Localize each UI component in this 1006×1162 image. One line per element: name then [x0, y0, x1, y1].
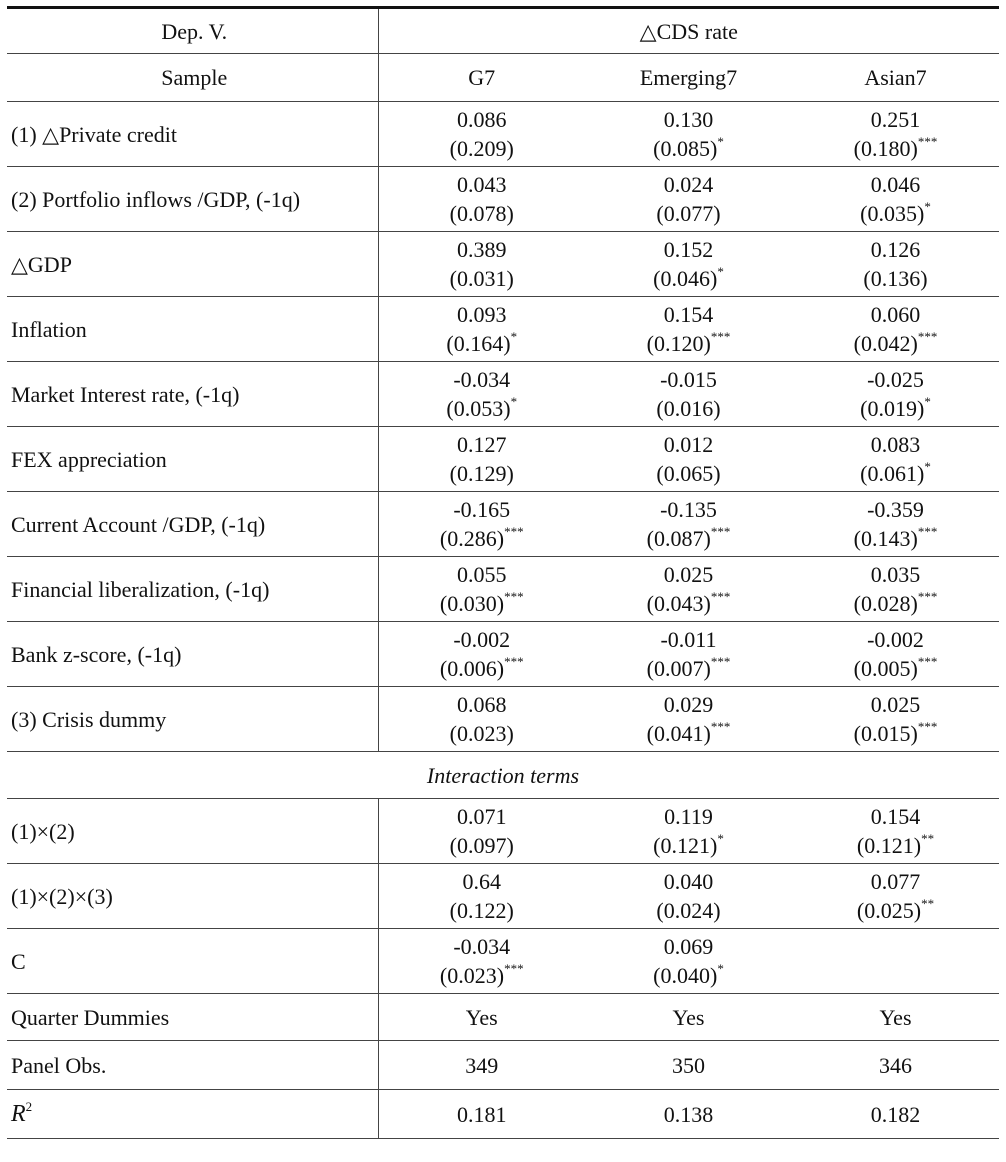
table-row [7, 102, 999, 167]
table-row [7, 622, 999, 687]
standard-error-line [585, 394, 792, 423]
standard-error: (0.078) [449, 201, 514, 226]
cell-g7 [378, 362, 585, 427]
standard-error-line [792, 134, 999, 163]
standard-error-line [585, 654, 792, 683]
standard-error-line [379, 524, 586, 553]
standard-error: (0.121) [653, 833, 718, 858]
footer-row-r-squared [7, 1090, 999, 1139]
cell-emerging7 [585, 492, 792, 557]
standard-error: (0.043) [646, 591, 711, 616]
coefficient: 0.040 [663, 869, 714, 894]
sample-label: Sample [7, 54, 378, 102]
significance-stars: * [717, 133, 724, 149]
standard-error-line [585, 831, 792, 860]
cell-g7: 0.181 [378, 1090, 585, 1139]
standard-error: (0.023) [439, 963, 505, 988]
table-row [7, 362, 999, 427]
standard-error-line [379, 896, 586, 925]
significance-stars: * [510, 393, 518, 409]
coefficient: 0.389 [457, 237, 507, 262]
standard-error-line [379, 199, 586, 228]
column-header-emerging7: Emerging7 [585, 54, 792, 102]
standard-error-line [379, 329, 586, 358]
significance-stars: * [924, 393, 931, 409]
dep-value: △CDS rate [378, 8, 999, 54]
row-label: Bank z-score, (-1q) [7, 622, 378, 687]
footer-row-panel-obs [7, 1041, 999, 1090]
standard-error: (0.077) [656, 201, 721, 226]
cell-asian7 [792, 427, 999, 492]
table-row [7, 687, 999, 752]
row-label: Quarter Dummies [7, 994, 378, 1041]
coefficient: 0.086 [457, 107, 507, 132]
coefficient: -0.034 [453, 367, 511, 392]
standard-error-line [585, 459, 792, 488]
standard-error: (0.180) [853, 136, 918, 161]
cell-emerging7 [585, 297, 792, 362]
cell-asian7 [792, 362, 999, 427]
cell-emerging7 [585, 864, 792, 929]
coefficient: 0.024 [663, 172, 714, 197]
standard-error: (0.024) [656, 898, 721, 923]
coefficient: 0.025 [870, 692, 921, 717]
cell-emerging7 [585, 427, 792, 492]
coefficient: 0.055 [457, 562, 507, 587]
standard-error-line [792, 896, 999, 925]
standard-error: (0.019) [860, 396, 925, 421]
cell-asian7 [792, 167, 999, 232]
significance-stars: * [510, 328, 518, 344]
standard-error-line [792, 524, 999, 553]
cell-emerging7: 0.138 [585, 1090, 792, 1139]
header-row-dependent-variable [7, 8, 999, 54]
cell-g7 [378, 929, 585, 994]
cell-emerging7 [585, 799, 792, 864]
cell-asian7: Yes [792, 994, 999, 1041]
significance-stars: *** [504, 523, 524, 539]
cell-g7 [378, 427, 585, 492]
significance-stars: *** [504, 653, 524, 669]
header-row-sample [7, 54, 999, 102]
significance-stars: *** [917, 328, 938, 344]
cell-asian7 [792, 557, 999, 622]
table-row [7, 427, 999, 492]
significance-stars: *** [710, 588, 731, 604]
coefficient: 0.093 [457, 302, 507, 327]
coefficient: 0.068 [457, 692, 507, 717]
coefficient: -0.025 [867, 367, 924, 392]
coefficient: 0.029 [663, 692, 714, 717]
standard-error: (0.023) [449, 721, 514, 746]
coefficient: 0.077 [870, 869, 921, 894]
standard-error-line [792, 459, 999, 488]
standard-error: (0.085) [653, 136, 718, 161]
standard-error-line [379, 459, 586, 488]
cell-emerging7 [585, 102, 792, 167]
coefficient: 0.127 [457, 432, 507, 457]
significance-stars: * [717, 263, 724, 279]
row-label: (1)×(2)×(3) [7, 864, 378, 929]
cell-asian7 [792, 232, 999, 297]
significance-stars: *** [710, 653, 731, 669]
row-label: Inflation [7, 297, 378, 362]
significance-stars: *** [917, 718, 938, 734]
standard-error: (0.042) [853, 331, 918, 356]
cell-g7: Yes [378, 994, 585, 1041]
row-label: (1)×(2) [7, 799, 378, 864]
standard-error-line [792, 264, 999, 293]
coefficient: -0.135 [660, 497, 717, 522]
standard-error-line [379, 831, 586, 860]
coefficient: 0.035 [870, 562, 921, 587]
row-label: (3) Crisis dummy [7, 687, 378, 752]
r-symbol: R [11, 1101, 26, 1127]
significance-stars: *** [917, 588, 938, 604]
cell-g7 [378, 232, 585, 297]
cell-emerging7: Yes [585, 994, 792, 1041]
coefficient: 0.071 [457, 804, 507, 829]
cell-g7 [378, 864, 585, 929]
significance-stars: *** [710, 328, 731, 344]
standard-error-line [792, 394, 999, 423]
row-label: C [7, 929, 378, 994]
standard-error: (0.143) [853, 526, 918, 551]
r-exponent: 2 [25, 1098, 33, 1114]
cell-asian7: 0.182 [792, 1090, 999, 1139]
interaction-heading-row [7, 752, 999, 799]
coefficient: -0.165 [453, 497, 511, 522]
standard-error-line [379, 719, 586, 748]
standard-error-line [379, 589, 586, 618]
standard-error-line [379, 134, 586, 163]
standard-error: (0.015) [853, 721, 918, 746]
significance-stars: * [924, 458, 931, 474]
coefficient: -0.002 [867, 627, 924, 652]
standard-error: (0.120) [646, 331, 711, 356]
standard-error: (0.122) [449, 898, 514, 923]
interaction-heading: Interaction terms [7, 752, 999, 799]
standard-error-line [585, 199, 792, 228]
dep-label: Dep. V. [7, 8, 378, 54]
coefficient: 0.025 [663, 562, 714, 587]
cell-g7: 349 [378, 1041, 585, 1090]
table-row [7, 929, 999, 994]
cell-g7 [378, 297, 585, 362]
row-label: △GDP [7, 232, 378, 297]
significance-stars: * [717, 830, 724, 846]
standard-error-line [379, 961, 586, 990]
coefficient: 0.043 [457, 172, 507, 197]
coefficient: 0.251 [870, 107, 921, 132]
standard-error: (0.005) [853, 656, 918, 681]
cell-emerging7 [585, 167, 792, 232]
standard-error-line [585, 264, 792, 293]
cell-asian7 [792, 622, 999, 687]
table-row [7, 557, 999, 622]
standard-error: (0.028) [853, 591, 918, 616]
table-row [7, 232, 999, 297]
coefficient: 0.126 [870, 237, 921, 262]
cell-emerging7 [585, 929, 792, 994]
significance-stars: *** [504, 960, 524, 976]
standard-error: (0.030) [439, 591, 505, 616]
row-label: (1) △Private credit [7, 102, 378, 167]
standard-error-line [792, 199, 999, 228]
table-body [7, 8, 999, 1139]
coefficient: -0.015 [660, 367, 717, 392]
cell-emerging7 [585, 362, 792, 427]
coefficient: 0.046 [870, 172, 921, 197]
standard-error-line [792, 719, 999, 748]
row-label: Market Interest rate, (-1q) [7, 362, 378, 427]
cell-asian7 [792, 102, 999, 167]
coefficient: -0.011 [660, 627, 717, 652]
coefficient: 0.083 [870, 432, 921, 457]
significance-stars: *** [917, 523, 938, 539]
standard-error: (0.136) [863, 266, 928, 291]
standard-error: (0.006) [439, 656, 505, 681]
standard-error: (0.046) [653, 266, 718, 291]
standard-error-line [379, 394, 586, 423]
coefficient: -0.359 [867, 497, 924, 522]
significance-stars: *** [917, 653, 938, 669]
cell-asian7 [792, 492, 999, 557]
row-label: (2) Portfolio inflows /GDP, (-1q) [7, 167, 378, 232]
coefficient: 0.060 [870, 302, 921, 327]
cell-emerging7: 350 [585, 1041, 792, 1090]
standard-error-line [585, 329, 792, 358]
significance-stars: * [924, 198, 931, 214]
row-label: Financial liberalization, (-1q) [7, 557, 378, 622]
table-row [7, 799, 999, 864]
coefficient: 0.154 [870, 804, 921, 829]
coefficient: 0.152 [663, 237, 714, 262]
row-label: Current Account /GDP, (-1q) [7, 492, 378, 557]
r-squared-label [7, 1090, 378, 1139]
standard-error: (0.040) [653, 963, 718, 988]
cell-emerging7 [585, 687, 792, 752]
standard-error: (0.025) [856, 898, 922, 923]
row-label: Panel Obs. [7, 1041, 378, 1090]
cell-g7 [378, 799, 585, 864]
cell-asian7 [792, 687, 999, 752]
standard-error-line [792, 589, 999, 618]
standard-error: (0.061) [860, 461, 925, 486]
standard-error: (0.016) [656, 396, 721, 421]
cell-g7 [378, 622, 585, 687]
standard-error: (0.007) [646, 656, 711, 681]
regression-table [7, 6, 999, 1139]
standard-error: (0.041) [646, 721, 711, 746]
standard-error: (0.097) [449, 833, 514, 858]
standard-error: (0.209) [449, 136, 514, 161]
standard-error: (0.129) [449, 461, 514, 486]
standard-error-line [585, 719, 792, 748]
coefficient: 0.069 [663, 934, 714, 959]
cell-emerging7 [585, 622, 792, 687]
standard-error: (0.121) [856, 833, 922, 858]
significance-stars: * [717, 960, 724, 976]
coefficient: 0.012 [663, 432, 714, 457]
standard-error-line [792, 329, 999, 358]
coefficient: 0.154 [663, 302, 714, 327]
standard-error-line [379, 654, 586, 683]
significance-stars: ** [921, 895, 935, 911]
footer-row-quarter-dummies [7, 994, 999, 1041]
standard-error-line [792, 831, 999, 860]
table-row [7, 167, 999, 232]
coefficient: 0.119 [664, 804, 713, 829]
cell-g7 [378, 167, 585, 232]
standard-error-line [792, 654, 999, 683]
standard-error-line [379, 264, 586, 293]
cell-asian7 [792, 297, 999, 362]
standard-error-line [585, 134, 792, 163]
cell-emerging7 [585, 557, 792, 622]
significance-stars: *** [710, 523, 731, 539]
standard-error-line [585, 961, 792, 990]
column-header-asian7: Asian7 [792, 54, 999, 102]
significance-stars: *** [917, 133, 938, 149]
standard-error: (0.031) [449, 266, 514, 291]
significance-stars: *** [710, 718, 731, 734]
coefficient: 0.130 [663, 107, 714, 132]
cell-asian7: 346 [792, 1041, 999, 1090]
standard-error: (0.164) [446, 331, 511, 356]
cell-g7 [378, 557, 585, 622]
row-label: FEX appreciation [7, 427, 378, 492]
standard-error: (0.286) [439, 526, 505, 551]
standard-error: (0.035) [860, 201, 925, 226]
significance-stars: *** [504, 588, 524, 604]
standard-error-line [585, 524, 792, 553]
cell-g7 [378, 102, 585, 167]
cell-asian7 [792, 929, 999, 994]
coefficient: -0.034 [453, 934, 511, 959]
cell-asian7 [792, 864, 999, 929]
standard-error-line [585, 896, 792, 925]
coefficient: -0.002 [453, 627, 511, 652]
cell-emerging7 [585, 232, 792, 297]
cell-g7 [378, 687, 585, 752]
significance-stars: ** [921, 830, 935, 846]
standard-error-line [585, 589, 792, 618]
cell-asian7 [792, 799, 999, 864]
standard-error: (0.053) [446, 396, 511, 421]
standard-error: (0.087) [646, 526, 711, 551]
table-row [7, 297, 999, 362]
cell-g7 [378, 492, 585, 557]
standard-error: (0.065) [656, 461, 721, 486]
table-row [7, 864, 999, 929]
coefficient: 0.64 [462, 869, 501, 894]
column-header-g7: G7 [378, 54, 585, 102]
table-row [7, 492, 999, 557]
